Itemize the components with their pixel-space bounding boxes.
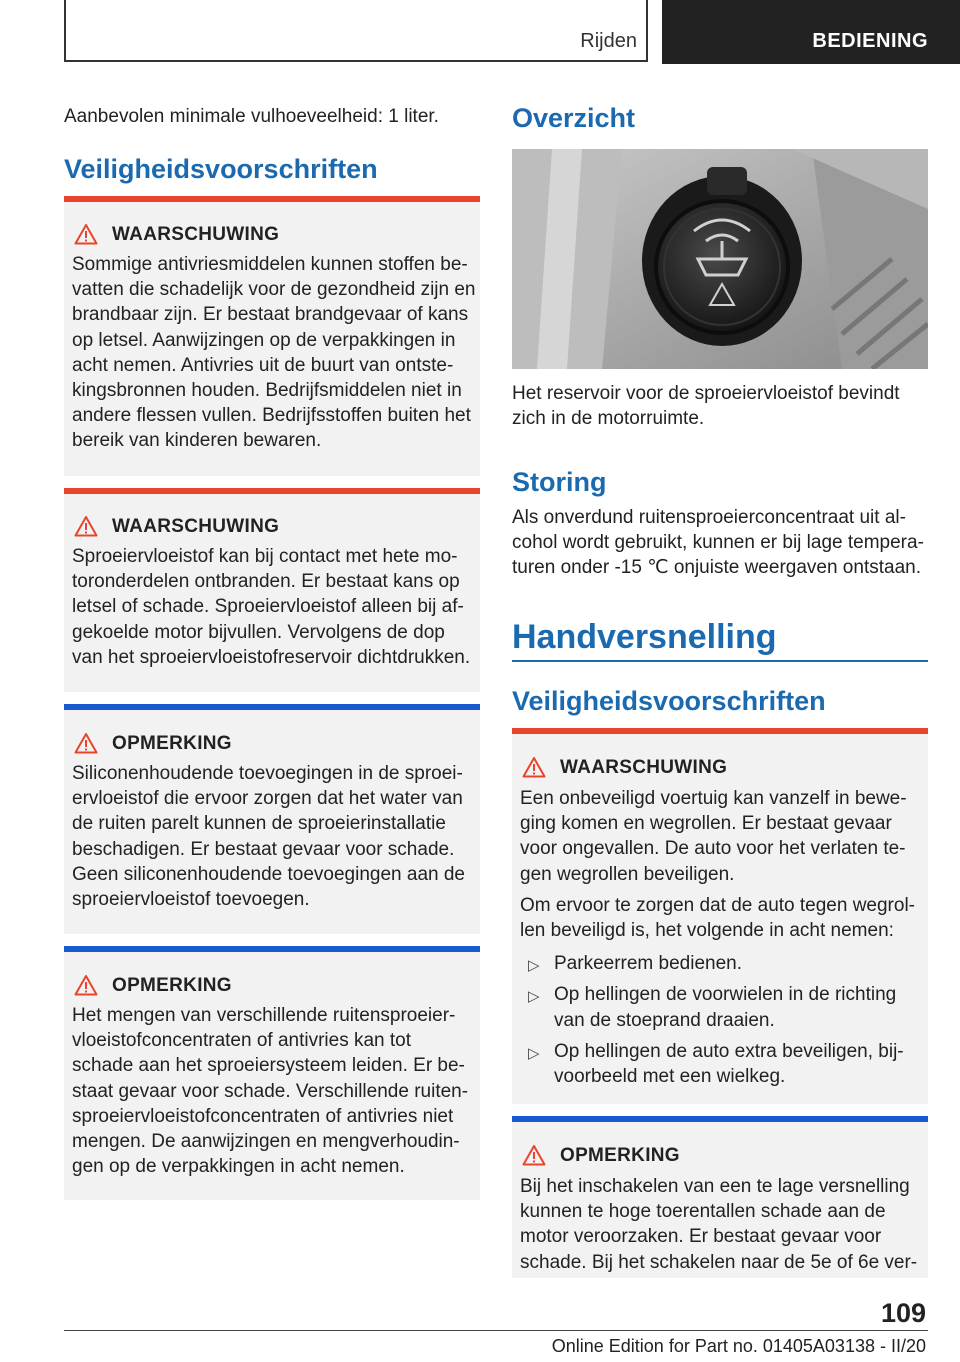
- note-box-3: [512, 1116, 928, 1278]
- warning-bar: [64, 488, 480, 494]
- warning-box-title: WAARSCHUWING: [560, 757, 728, 778]
- note-box-2: [64, 946, 480, 1200]
- header-section-box: [64, 0, 648, 62]
- triangle-bullet-icon: ▷: [528, 988, 540, 1006]
- page-number: 109: [880, 1298, 926, 1328]
- text-line: Sommige antivriesmiddelen kunnen stoffen be-: [72, 254, 468, 275]
- header-section-label: Rijden: [580, 30, 637, 52]
- text-line: schade. Bij het schakelen naar de 5e of 6e ver-: [520, 1251, 918, 1273]
- note-box-text: [72, 1003, 477, 1179]
- text-line: motor veroorzaken. Er bestaat gevaar voor: [520, 1226, 882, 1248]
- note-bar: [64, 704, 480, 710]
- text-line: Siliconenhoudende toevoegingen in de sproei-: [72, 763, 463, 784]
- text-line: beschadigen. Er bestaat gevaar voor schade.: [72, 838, 455, 860]
- edition-line: Online Edition for Part no. 01405A03138 - II/20: [551, 1336, 926, 1356]
- text-line: schade aan het sproeiersysteem leiden. Er be-: [72, 1055, 465, 1077]
- text-line: van de stoeprand draaien.: [554, 1009, 775, 1031]
- text-line: Een onbeveiligd voertuig kan vanzelf in bewe-: [520, 788, 907, 809]
- text-line: mengen. De aanwijzingen en mengverhoudin-: [72, 1131, 460, 1153]
- warning-box-2: [64, 488, 480, 692]
- text-line: Op hellingen de voorwielen in de richting: [554, 984, 897, 1006]
- warning-triangle-icon: [74, 732, 98, 754]
- text-line: Parkeerrem bedienen.: [554, 953, 742, 975]
- text-line: voorbeeld met een wielkeg.: [554, 1066, 786, 1088]
- warning-box-title: WAARSCHUWING: [112, 224, 280, 245]
- text-line: kingsbronnen houden. Bedrijfsmiddelen niet in: [72, 380, 462, 402]
- warning-box-3: [512, 728, 928, 1104]
- text-line: sproeiervloeistof toevoegen.: [72, 889, 310, 911]
- text-line: Om ervoor te zorgen dat de auto tegen wegrol-: [520, 894, 916, 916]
- text-line: gen op de verpakkingen in acht nemen.: [72, 1156, 405, 1178]
- text-line: vloeistofconcentraten of antivries kan tot: [72, 1030, 412, 1052]
- footer-divider: [64, 1330, 928, 1331]
- list-item: [520, 982, 925, 1032]
- section-heading-safety-2: Veiligheidsvoorschriften: [512, 686, 826, 716]
- text-line: van het sproeiervloeistofreservoir dichtdrukken.: [72, 646, 471, 668]
- chapter-divider: [512, 660, 928, 662]
- text-line: len beveiligd is, het volgende in acht nemen:: [520, 920, 894, 942]
- section-heading-safety: Veiligheidsvoorschriften: [64, 154, 378, 184]
- note-box-text: [72, 761, 477, 912]
- warning-box-text: [520, 786, 925, 1095]
- text-line: op letsel. Aanwijzingen op de verpakkingen in: [72, 329, 456, 351]
- text-line: cohol wordt gebruikt, kunnen er bij lage tempera-: [512, 532, 924, 553]
- note-box-1: [64, 704, 480, 934]
- storing-text: [512, 505, 924, 580]
- section-heading-overview: Overzicht: [512, 103, 636, 133]
- note-box-title: OPMERKING: [112, 975, 232, 996]
- text-line: voor ongevallen. De auto voor het verlaten te-: [520, 838, 906, 860]
- warning-bar: [64, 196, 480, 202]
- text-line: brandbaar zijn. Er bestaat brandgevaar of kans: [72, 304, 469, 326]
- text-line: Geen siliconenhoudende toevoegingen aan de: [72, 863, 465, 885]
- text-line: andere flessen vullen. Bedrijfsstoffen buiten het: [72, 405, 471, 427]
- text-line: kunnen te hoge toerentallen schade aan de: [520, 1201, 886, 1223]
- text-line: vatten die schadelijk voor de gezondheid zijn en: [72, 279, 476, 301]
- section-heading-storing: Storing: [512, 467, 607, 497]
- text-line: Op hellingen de auto extra beveiligen, bij-: [554, 1040, 904, 1062]
- text-line: gen wegrollen beveiligen.: [520, 863, 735, 885]
- note-box-title: OPMERKING: [112, 733, 232, 754]
- warning-box-1: [64, 196, 480, 476]
- chapter-heading: Handversnelling: [512, 618, 777, 656]
- warning-box-text: [72, 544, 477, 670]
- note-bar: [64, 946, 480, 952]
- text-line: letsel of schade. Sproeiervloeistof alleen bij af-: [72, 596, 464, 618]
- text-line: bereik van kinderen bewaren.: [72, 430, 322, 452]
- warning-box-text: [72, 252, 477, 454]
- text-line: staat gevaar voor schade. Verschillende ruiten-: [72, 1080, 469, 1102]
- text-line: Het mengen van verschillende ruitensproeier-: [72, 1005, 456, 1026]
- photo-caption: [512, 381, 900, 431]
- header-chapter-tab: [662, 0, 960, 64]
- text-line: ervloeistof die ervoor zorgen dat het water van: [72, 788, 463, 810]
- text-line: Bij het inschakelen van een te lage versnelling: [520, 1176, 910, 1197]
- note-box-text: [520, 1174, 925, 1275]
- warning-triangle-icon: [74, 223, 98, 245]
- list-item: [520, 1039, 925, 1089]
- note-box-title: OPMERKING: [560, 1145, 680, 1166]
- warning-bar: [512, 728, 928, 734]
- washer-reservoir-photo: [512, 149, 928, 369]
- text-line: Als onverdund ruitensproeierconcentraat uit al-: [512, 507, 906, 528]
- text-line: turen onder -15 ℃ onjuiste weergaven ontstaan.: [512, 557, 921, 578]
- note-bar: [512, 1116, 928, 1122]
- header-chapter-label: BEDIENING: [812, 30, 928, 52]
- text-line: toronderdelen ontbranden. Er bestaat kans op: [72, 571, 460, 593]
- text-line: acht nemen. Antivries uit de buurt van ontste-: [72, 354, 454, 376]
- text-line: ging komen en wegrollen. Er bestaat gevaar: [520, 813, 892, 835]
- warning-triangle-icon: [522, 756, 546, 778]
- warning-box-title: WAARSCHUWING: [112, 516, 280, 537]
- triangle-bullet-icon: ▷: [528, 1044, 540, 1062]
- text-line: sproeiervloeistofconcentraten of antivries niet: [72, 1105, 454, 1127]
- triangle-bullet-icon: ▷: [528, 957, 540, 975]
- text-line: zich in de motorruimte.: [512, 408, 705, 429]
- precaution-list: [520, 951, 925, 1089]
- warning-triangle-icon: [74, 974, 98, 996]
- warning-triangle-icon: [74, 515, 98, 537]
- paragraph-gap: [520, 943, 925, 951]
- text-line: de ruiten parelt kunnen de sproeierinstallatie: [72, 813, 446, 835]
- text-line: Sproeiervloeistof kan bij contact met hete mo-: [72, 546, 458, 567]
- text-line: gekoelde motor bijvullen. Vervolgens de dop: [72, 621, 445, 643]
- text-line: Het reservoir voor de sproeiervloeistof bevindt: [512, 383, 900, 404]
- warning-triangle-icon: [522, 1144, 546, 1166]
- intro-text: Aanbevolen minimale vulhoeveelheid: 1 liter.: [64, 106, 439, 127]
- list-item: [520, 951, 925, 976]
